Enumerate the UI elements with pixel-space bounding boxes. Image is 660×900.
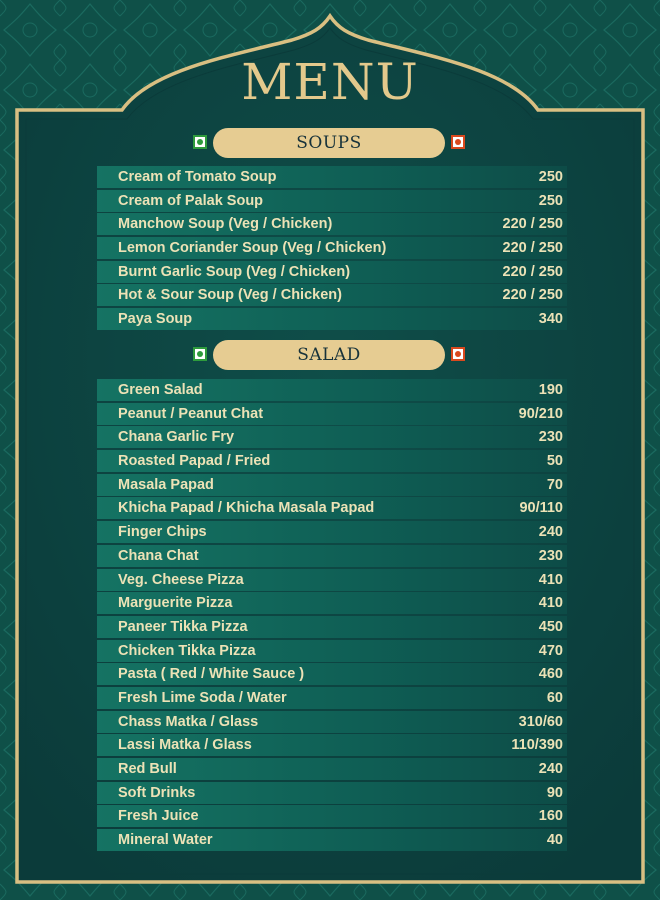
item-name: Burnt Garlic Soup (Veg / Chicken) xyxy=(118,263,351,280)
menu-item xyxy=(97,403,567,425)
item-price: 250 xyxy=(538,192,563,209)
item-name: Fresh Juice xyxy=(118,808,199,825)
menu-item xyxy=(97,545,567,567)
menu-item xyxy=(97,521,567,543)
item-name: Paya Soup xyxy=(118,311,193,328)
item-price: 240 xyxy=(538,524,563,541)
item-name: Chass Matka / Glass xyxy=(118,713,259,730)
item-name: Red Bull xyxy=(118,761,177,777)
section-title-soups: SOUPS xyxy=(213,128,445,158)
item-name: Lassi Matka / Glass xyxy=(118,737,252,754)
menu-item xyxy=(97,711,567,733)
item-name: Paneer Tikka Pizza xyxy=(118,618,248,635)
item-price: 470 xyxy=(538,642,563,659)
menu-item xyxy=(97,237,567,259)
item-name: Masala Papad xyxy=(118,476,214,493)
menu-title: MENU xyxy=(241,53,419,111)
item-price: 220 / 250 xyxy=(502,263,563,280)
item-price: 340 xyxy=(538,311,563,328)
menu-item xyxy=(97,379,567,401)
menu-item xyxy=(97,663,567,685)
item-price: 220 / 250 xyxy=(502,216,563,233)
item-name: Chana Chat xyxy=(118,547,199,564)
item-price: 160 xyxy=(538,808,563,825)
soups-section-header xyxy=(193,128,467,158)
item-price: 230 xyxy=(538,547,563,564)
menu-item xyxy=(97,261,567,283)
item-price: 40 xyxy=(546,832,563,849)
menu-item xyxy=(97,284,567,306)
item-name: Khicha Papad / Khicha Masala Papad xyxy=(118,500,375,517)
item-name: Mineral Water xyxy=(118,832,213,849)
item-price: 410 xyxy=(538,571,563,588)
menu-item xyxy=(97,829,567,851)
item-name: Cream of Palak Soup xyxy=(118,192,264,209)
item-price: 230 xyxy=(538,429,563,446)
menu-item xyxy=(97,569,567,591)
item-price: 90 xyxy=(546,784,563,801)
item-price: 190 xyxy=(538,382,563,398)
item-name: Cream of Tomato Soup xyxy=(118,169,277,185)
salad-item-list xyxy=(97,379,567,853)
menu-item xyxy=(97,308,567,330)
menu-item xyxy=(97,687,567,709)
menu-item xyxy=(97,592,567,614)
menu-item xyxy=(97,805,567,827)
menu-item xyxy=(97,616,567,638)
item-price: 90/210 xyxy=(518,405,563,422)
item-price: 60 xyxy=(546,689,563,706)
item-price: 410 xyxy=(538,595,563,612)
veg-mark-icon xyxy=(193,135,207,149)
menu-item xyxy=(97,474,567,496)
item-price: 90/110 xyxy=(519,500,563,517)
item-name: Roasted Papad / Fried xyxy=(118,453,271,470)
item-price: 250 xyxy=(538,169,563,185)
section-title-salad: SALAD xyxy=(213,340,445,370)
item-price: 220 / 250 xyxy=(502,240,563,257)
item-name: Soft Drinks xyxy=(118,784,196,801)
item-name: Lemon Coriander Soup (Veg / Chicken) xyxy=(118,240,387,257)
item-price: 240 xyxy=(538,761,563,777)
item-name: Finger Chips xyxy=(118,524,207,541)
item-price: 220 / 250 xyxy=(502,287,563,304)
item-price: 50 xyxy=(546,453,563,470)
item-price: 110/390 xyxy=(511,737,563,754)
menu-item xyxy=(97,213,567,235)
item-name: Green Salad xyxy=(118,382,203,398)
item-price: 450 xyxy=(538,618,563,635)
item-name: Chana Garlic Fry xyxy=(118,429,235,446)
nonveg-mark-icon xyxy=(451,135,465,149)
item-name: Pasta ( Red / White Sauce ) xyxy=(118,666,305,683)
menu-item xyxy=(97,166,567,188)
item-price: 310/60 xyxy=(518,713,563,730)
item-name: Veg. Cheese Pizza xyxy=(118,571,244,588)
menu-item xyxy=(97,734,567,756)
item-name: Marguerite Pizza xyxy=(118,595,233,612)
item-price: 460 xyxy=(538,666,563,683)
item-name: Manchow Soup (Veg / Chicken) xyxy=(118,216,333,233)
menu-item xyxy=(97,640,567,662)
menu-item xyxy=(97,758,567,780)
item-name: Peanut / Peanut Chat xyxy=(118,405,264,422)
nonveg-mark-icon xyxy=(451,347,465,361)
menu-item xyxy=(97,426,567,448)
menu-item xyxy=(97,450,567,472)
menu-item xyxy=(97,190,567,212)
soups-item-list xyxy=(97,166,567,332)
salad-section-header xyxy=(193,340,467,370)
menu-item xyxy=(97,782,567,804)
item-name: Fresh Lime Soda / Water xyxy=(118,689,287,706)
item-name: Chicken Tikka Pizza xyxy=(118,642,256,659)
item-name: Hot & Sour Soup (Veg / Chicken) xyxy=(118,287,342,304)
item-price: 70 xyxy=(546,476,563,493)
menu-item xyxy=(97,497,567,519)
veg-mark-icon xyxy=(193,347,207,361)
